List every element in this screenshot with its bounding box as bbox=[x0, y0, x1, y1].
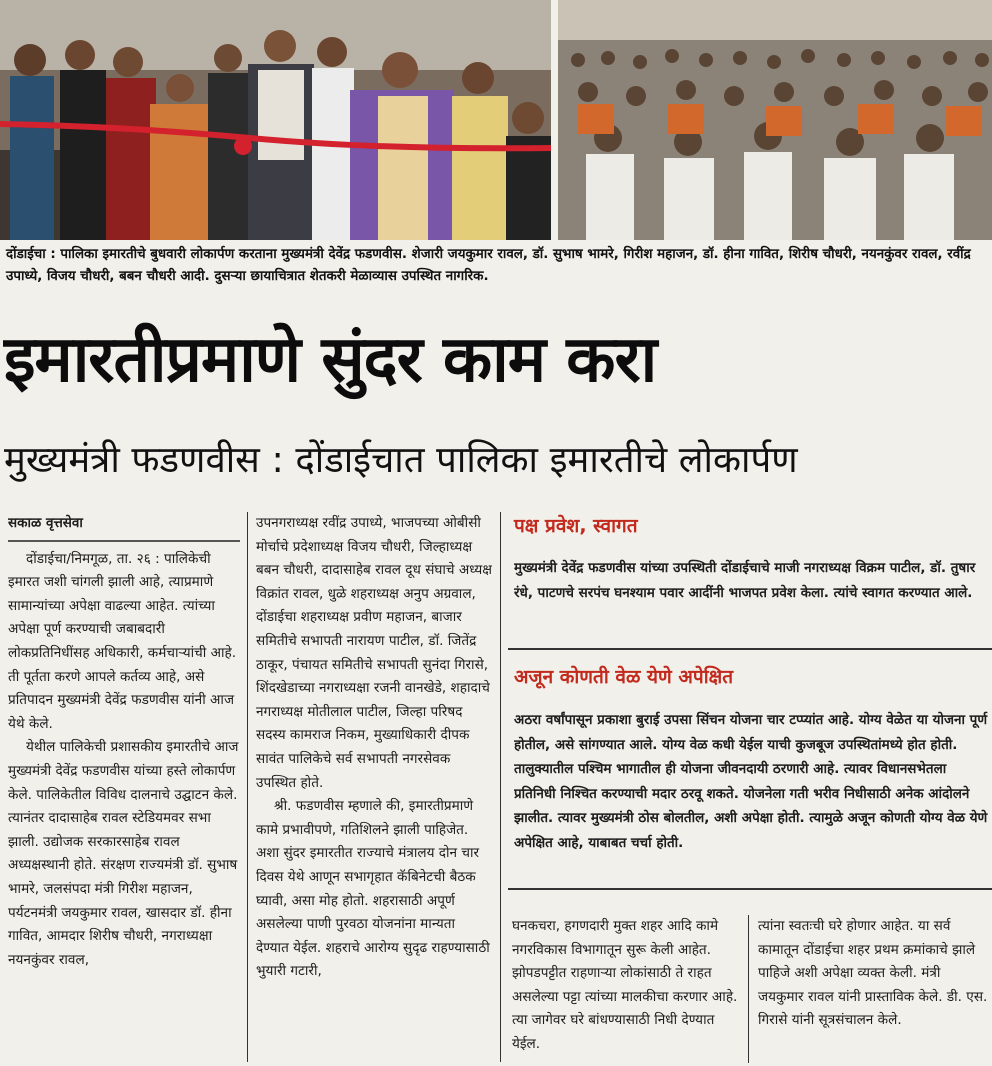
paragraph: घनकचरा, हगणदारी मुक्त शहर आदि कामे नगरविकास विभागातून सुरू केली आहेत. झोपडपट्टीत राहणाऱ्या लोकांसाठी ते राहत असलेल्या पट्टा त्यांच्या मालकीचा करणार आहे. त्या जागेवर घरे बांधण्यासाठी निधी देण्यात येईल. bbox=[512, 918, 738, 1052]
section-heading-party-entry: पक्ष प्रवेश, स्वागत bbox=[514, 515, 638, 537]
section-body-party-entry: मुख्यमंत्री देवेंद्र फडणवीस यांच्या उपस्थिती दोंडाईचाचे माजी नगराध्यक्ष विक्रम पाटील, डॉ. तुषार रंधे, पाटणचे सरपंच घनश्याम पवार आदींनी भाजपत प्रवेश केला. त्यांचे स्वागत करण्यात आले. bbox=[514, 560, 976, 601]
byline: सकाळ वृत्तसेवा bbox=[8, 512, 240, 542]
paragraph: येथील पालिकेची प्रशासकीय इमारतीचे आज मुख्यमंत्री देवेंद्र फडणवीस यांच्या हस्ते लोकार्पण केले. पालिकेतील विविध दालनाचे उद्घाटन केले. त्यानंतर दादासाहेब रावल स्टेडियमवर सभा झाली. उद्योजक सरकारसाहेब रावल अध्यक्षस्थानी होते. संरक्षण राज्यमंत्री डॉ. सुभाष भामरे, जलसंपदा मंत्री गिरीश महाजन, पर्यटनमंत्री जयकुमार रावल, खासदार डॉ. हीना गावित, आमदार शिरीष चौधरी, नगराध्यक्षा नयनकुंवर रावल, bbox=[8, 739, 239, 968]
section-heading-irrigation: अजून कोणती वेळ येणे अपेक्षित bbox=[514, 666, 734, 688]
paragraph: दोंडाईचा/निमगूळ, ता. २६ : पालिकेची इमारत जशी चांगली झाली आहे, त्याप्रमाणे सामान्यांच्या अपेक्षा वाढल्या आहेत. त्यांच्या अपेक्षा पूर्ण करण्याची जबाबदारी लोकप्रतिनिधींसह अधिकारी, कर्मचाऱ्यांची आहे. ती पूर्तता करणे आपले कर्तव्य आहे, असे प्रतिपादन मुख्यमंत्री देवेंद्र फडणवीस यांनी आज येथे केले. bbox=[8, 550, 237, 732]
photo-crowd bbox=[558, 0, 992, 240]
section-body-irrigation: अठरा वर्षांपासून प्रकाशा बुराई उपसा सिंचन योजना चार टप्प्यांत आहे. योग्य वेळेत या योजना पूर्ण होतील, असे सांगण्यात आले. योग्य वेळ कधी येईल याची कुजबूज उपस्थितांमध्ये होत होती. तालुक्यातील पश्चिम भागातील ही योजना जीवनदायी ठरणारी आहे. त्यावर विधानसभेतला प्रतिनिधी निश्चित करण्याची मदार ठरवू शकते. योजनेला गती भरीव निधीसाठी अनेक आंदोलने झालीत. त्यावर मुख्यमंत्री ठोस बोलतील, अशी अपेक्षा होती. त्यामुळे अजून कोणती योग्य वेळ येणे अपेक्षित आहे, याबाबत चर्चा होती. bbox=[514, 712, 988, 851]
paragraph: त्यांना स्वतःची घरे होणार आहेत. या सर्व कामातून दोंडाईचा शहर प्रथम क्रमांकाचे झाले पाहिजे अशी अपेक्षा व्यक्त केली. मंत्री जयकुमार रावल यांनी प्रास्ताविक केले. डी. एस. गिरासे यांनी सूत्रसंचालन केले. bbox=[758, 918, 988, 1029]
paragraph: श्री. फडणवीस म्हणाले की, इमारतीप्रमाणे कामे प्रभावीपणे, गतिशिलने झाली पाहिजेत. अशा सुंदर इमारतीत राज्याचे मंत्रालय दोन चार दिवस येथे आणून सभागृहात कॅबिनेटची बैठक घ्यावी, असा मोह होतो. शहरासाठी अपूर्ण असलेल्या पाणी पुरवठा योजनांना मान्यता देण्यात येईल. शहराचे आरोग्य सुदृढ राहण्यासाठी भुयारी गटारी, bbox=[256, 798, 490, 980]
subheadline: मुख्यमंत्री फडणवीस : दोंडाईचात पालिका इमारतीचे लोकार्पण bbox=[4, 438, 798, 481]
column-divider bbox=[247, 512, 248, 1062]
column-divider bbox=[748, 915, 749, 1063]
article-column-3 bbox=[512, 915, 740, 1065]
article-column-4 bbox=[758, 915, 990, 1065]
column-divider bbox=[500, 512, 501, 1062]
section-divider bbox=[508, 648, 992, 650]
photo-caption: दोंडाईचा : पालिका इमारतीचे बुधवारी लोकार्पण करताना मुख्यमंत्री देवेंद्र फडणवीस. शेजारी जयकुमार रावल, डॉ. सुभाष भामरे, गिरीश महाजन, डॉ. हीना गावित, शिरीष चौधरी, नयनकुंवर रावल, रवींद्र उपाध्ये, विजय चौधरी, बबन चौधरी आदी. दुसऱ्या छायाचित्रात शेतकरी मेळाव्यास उपस्थित नागरिक. bbox=[6, 247, 971, 284]
section-divider bbox=[508, 888, 992, 890]
paragraph: उपनगराध्यक्ष रवींद्र उपाध्ये, भाजपच्या ओबीसी मोर्चाचे प्रदेशाध्यक्ष विजय चौधरी, जिल्हाध्यक्ष बबन चौधरी, दादासाहेब रावल दूध संघाचे अध्यक्ष विक्रांत रावल, धुळे शहराध्यक्ष अनुप अग्रवाल, दोंडाईचा शहराध्यक्ष प्रवीण महाजन, बाजार समितीचे सभापती नारायण पाटील, डॉ. जितेंद्र ठाकूर, पंचायत समितीचे सभापती सुनंदा गिरासे, शिंदखेडाच्या नगराध्यक्षा रजनी वानखेडे, शहादाचे नगराध्यक्ष मोतीलाल पाटील, जिल्हा परिषद सदस्य कामराज निकम, मुख्याधिकारी दीपक सावंत पालिकेचे सर्व सभापती नगरसेवक उपस्थित होते. bbox=[256, 515, 492, 791]
article-column-1 bbox=[8, 512, 240, 1066]
photo-ribbon-cutting bbox=[0, 0, 551, 240]
article-column-2 bbox=[256, 512, 492, 1066]
headline: इमारतीप्रमाणे सुंदर काम करा bbox=[4, 323, 657, 397]
